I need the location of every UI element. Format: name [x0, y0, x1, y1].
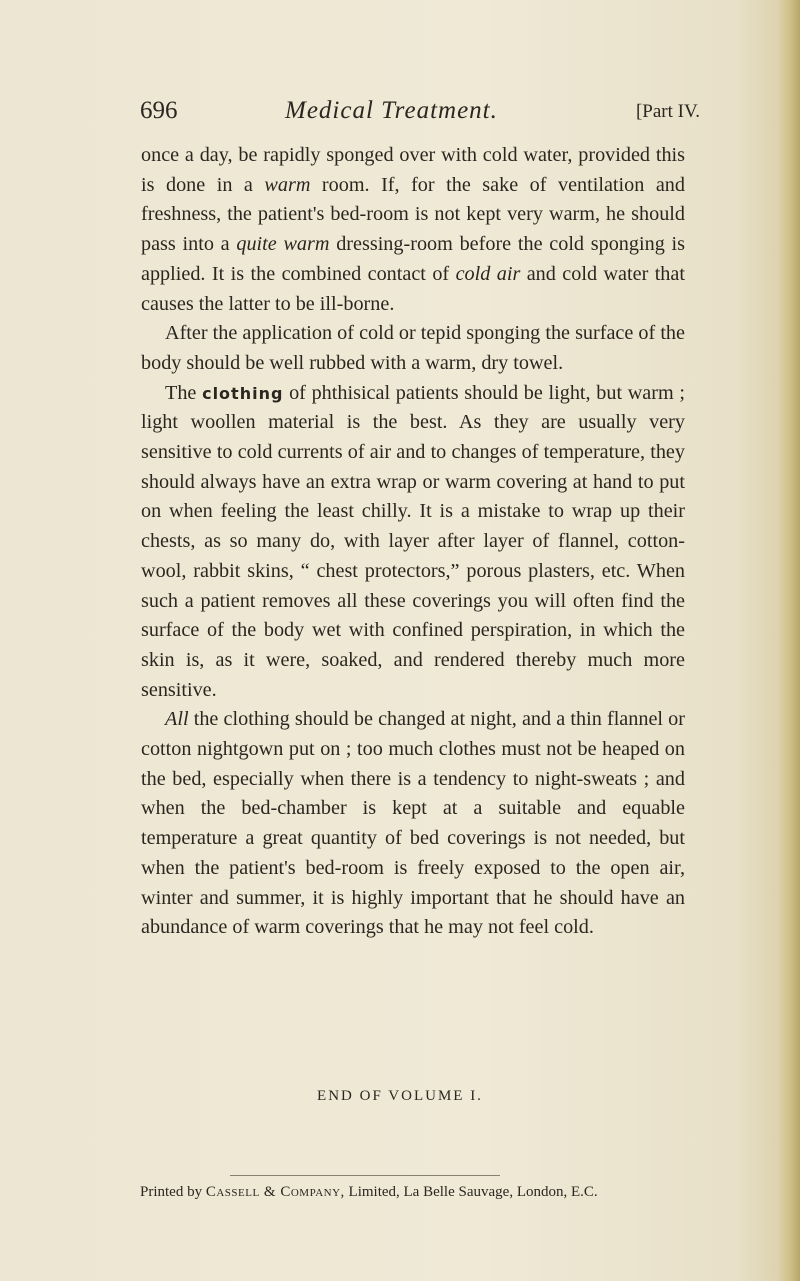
emphasis-warm: warm	[264, 173, 311, 196]
paragraph-night-clothing	[141, 705, 685, 943]
imprint-publisher: Cassell & Company,	[205, 1184, 345, 1200]
body-text	[141, 141, 685, 943]
emphasis-cold-air: cold air	[455, 262, 521, 285]
text-run: and cold water that causes the latter to be ill-borne.	[141, 262, 685, 315]
imprint-prefix: Printed by	[140, 1184, 206, 1200]
divider-rule	[230, 1175, 500, 1176]
printer-imprint	[140, 1184, 700, 1201]
end-of-volume-note: END OF VOLUME I.	[317, 1088, 483, 1104]
text-run: of phthisical patients should be light, but warm ; light woollen material is the best. As they are usually very sensitive to cold currents of air and to changes of temperature, they should always have an extra wrap or warm covering at hand to put on when feeling the least chilly. It is a mistake to wrap up their chests, as so many do, with layer after layer of flannel, cotton-wool, rabbit skins, “ chest protectors,” porous plasters, etc. When such a patient removes all these coverings you will often find the surface of the body wet with confined perspiration, in which the skin is, as it were, soaked, and rendered thereby much more sensitive.	[141, 381, 685, 701]
text-run: room. If, for the sake of ventilation and freshness, the patient's bed-room is not kept very warm, he should pass into a	[141, 173, 685, 256]
page-header	[140, 97, 700, 133]
emphasis-all: All	[165, 708, 189, 731]
paragraph-rubbing: After the application of cold or tepid sponging the surface of the body should be well rubbed with a warm, dry towel.	[141, 322, 685, 374]
running-title: Medical Treatment.	[285, 97, 498, 124]
emphasis-quite-warm: quite warm	[236, 233, 330, 256]
text-run: The	[165, 381, 203, 404]
text-run: dressing-room before the cold sponging is applied. It is the combined contact of	[141, 233, 685, 285]
text-run: once a day, be rapidly sponged over with cold water, provided this is done in a	[141, 144, 685, 196]
text-run: the clothing should be changed at night, and a thin flannel or cotton nightgown put on ; too much clothes must not be heaped on the bed, especially when there is a tendency to night-sweats ; and when the bed-chamber is kept at a suitable and equable temperature a great quantity of bed coverings is not needed, but when the patient's bed-room is freely exposed to the open air, winter and summer, it is highly important that he should have an abundance of warm coverings that he may not feel cold.	[141, 708, 685, 939]
bold-term-clothing: clothing	[202, 383, 284, 403]
paragraph-sponging	[141, 141, 685, 319]
part-label: [Part IV.	[635, 101, 700, 122]
imprint-address: Limited, La Belle Sauvage, London, E.C.	[344, 1184, 598, 1200]
page-number: 696	[140, 97, 178, 124]
paragraph-clothing	[141, 379, 685, 706]
